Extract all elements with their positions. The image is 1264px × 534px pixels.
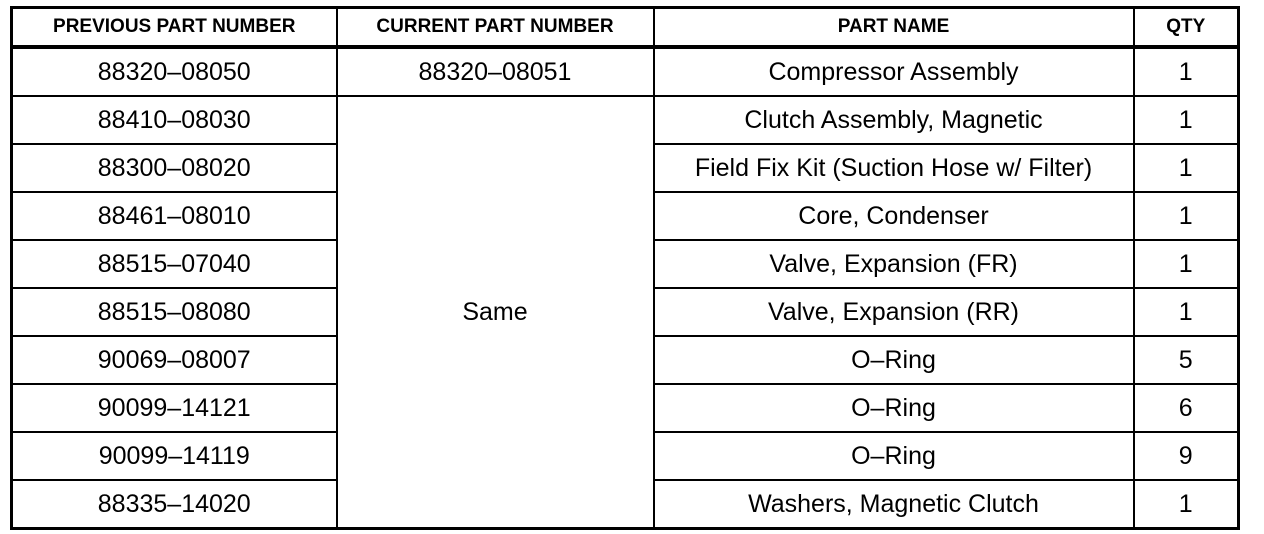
quantity: 1 xyxy=(1134,96,1239,144)
header-current-part-number: CURRENT PART NUMBER xyxy=(337,8,654,48)
quantity: 9 xyxy=(1134,432,1239,480)
part-name: Core, Condenser xyxy=(654,192,1134,240)
part-name: O–Ring xyxy=(654,384,1134,432)
part-name: Valve, Expansion (RR) xyxy=(654,288,1134,336)
header-row xyxy=(12,8,1239,48)
header-part-name: PART NAME xyxy=(654,8,1134,48)
quantity: 5 xyxy=(1134,336,1239,384)
header-qty: QTY xyxy=(1134,8,1239,48)
current-part-number: 88320–08051 xyxy=(337,47,654,96)
previous-part-number: 90069–08007 xyxy=(12,336,337,384)
part-name: Washers, Magnetic Clutch xyxy=(654,480,1134,529)
table-row xyxy=(12,47,1239,96)
table-row xyxy=(12,96,1239,144)
part-name: O–Ring xyxy=(654,336,1134,384)
current-part-number-same: Same xyxy=(337,96,654,529)
previous-part-number: 90099–14119 xyxy=(12,432,337,480)
part-name: Clutch Assembly, Magnetic xyxy=(654,96,1134,144)
previous-part-number: 88515–08080 xyxy=(12,288,337,336)
part-name: O–Ring xyxy=(654,432,1134,480)
quantity: 1 xyxy=(1134,240,1239,288)
previous-part-number: 88335–14020 xyxy=(12,480,337,529)
quantity: 1 xyxy=(1134,480,1239,529)
quantity: 1 xyxy=(1134,144,1239,192)
previous-part-number: 88320–08050 xyxy=(12,47,337,96)
quantity: 1 xyxy=(1134,288,1239,336)
part-name: Valve, Expansion (FR) xyxy=(654,240,1134,288)
previous-part-number: 88300–08020 xyxy=(12,144,337,192)
quantity: 1 xyxy=(1134,47,1239,96)
quantity: 6 xyxy=(1134,384,1239,432)
quantity: 1 xyxy=(1134,192,1239,240)
previous-part-number: 88461–08010 xyxy=(12,192,337,240)
part-name: Field Fix Kit (Suction Hose w/ Filter) xyxy=(654,144,1134,192)
part-name: Compressor Assembly xyxy=(654,47,1134,96)
header-previous-part-number: PREVIOUS PART NUMBER xyxy=(12,8,337,48)
previous-part-number: 90099–14121 xyxy=(12,384,337,432)
parts-table xyxy=(10,6,1240,530)
previous-part-number: 88515–07040 xyxy=(12,240,337,288)
previous-part-number: 88410–08030 xyxy=(12,96,337,144)
